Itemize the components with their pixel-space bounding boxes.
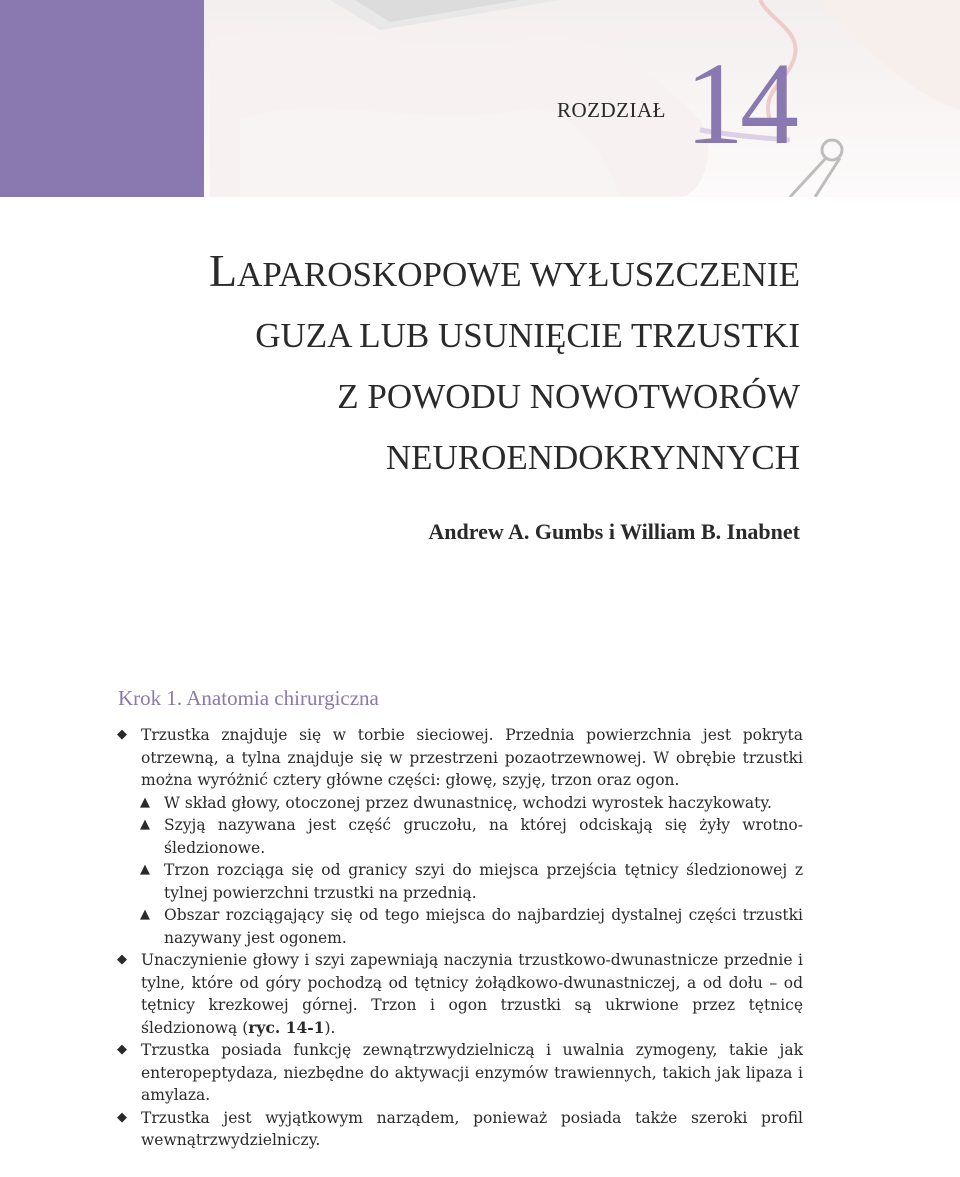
list-item-text: Trzustka znajduje się w torbie sieciowej. Przednia powierzchnia jest pokryta otrzewną, a tylna znajduje się w przestrzeni pozaotrzewnowej. W obrębie trzustki można wyróżnić cztery główne części: głowę, szyję, trzon oraz ogon. — [141, 726, 803, 789]
chapter-color-block — [0, 0, 204, 197]
diamond-bullet-icon: ◆ — [117, 952, 127, 967]
title-line-1 — [209, 240, 800, 305]
diamond-bullet-icon: ◆ — [117, 1109, 127, 1125]
list-item — [117, 949, 803, 1039]
list-item-text-end: ). — [324, 1018, 336, 1037]
triangle-bullet-icon: ▲ — [140, 794, 150, 810]
list-item-text: Trzustka posiada funkcję zewnątrzwydzielniczą i uwalnia zymogeny, takie jak enteropeptydaza, niezbędne do aktywacji enzymów trawiennych, takich jak lipaza i amylaza. — [141, 1041, 803, 1104]
triangle-bullet-icon: ▲ — [140, 817, 150, 832]
list-item — [117, 724, 803, 792]
sub-list-item — [140, 792, 803, 815]
title-line-1-text: APAROSKOPOWE WYŁUSZCZENIE — [237, 255, 800, 294]
list-item-text: Trzustka jest wyjątkowym narządem, ponieważ posiada także szeroki profil wewnątrzwydzielniczy. — [141, 1108, 803, 1149]
sub-list-item-text: Szyją nazywana jest część gruczołu, na której odciskają się żyły wrotno-śledzionowe. — [164, 816, 803, 857]
sub-list-item — [140, 859, 803, 904]
sub-list-item-text: Trzon rozciąga się od granicy szyi do miejsca przejścia tętnicy śledzionowej z tylnej powierzchni trzustki na przednią. — [164, 861, 803, 902]
chapter-title — [209, 240, 800, 488]
triangle-bullet-icon: ▲ — [140, 907, 150, 922]
title-initial-cap: L — [208, 245, 238, 296]
title-line-4: NEUROENDOKRYNNYCH — [385, 438, 800, 477]
triangle-bullet-icon: ▲ — [140, 862, 150, 877]
sub-list-item — [140, 814, 803, 859]
chapter-label: ROZDZIAŁ — [557, 98, 666, 122]
section-body — [117, 724, 803, 1152]
chapter-header-illustration — [0, 0, 960, 197]
chapter-number: 14 — [685, 38, 795, 169]
sub-list-item — [140, 904, 803, 949]
list-item — [117, 1039, 803, 1107]
sub-list-item-text: Obszar rozciągający się od tego miejsca do najbardziej dystalnej części trzustki nazywany jest ogonem. — [164, 906, 803, 947]
diamond-bullet-icon: ◆ — [117, 1042, 127, 1057]
title-line-2: GUZA LUB USUNIĘCIE TRZUSTKI — [255, 316, 800, 355]
list-item-text: Unaczynienie głowy i szyi zapewniają naczynia trzustkowo-dwunastnicze przednie i tylne, które od góry pochodzą od tętnicy żołądkowo-dwunastniczej, a od dołu – od tętnicy krezkowej górnej. Trzon i ogon trzustki są ukrwione przez tętnicę śledzionową ( — [141, 951, 803, 1037]
section-heading: Krok 1. Anatomia chirurgiczna — [118, 686, 379, 710]
list-item — [117, 1107, 803, 1152]
title-line-3: Z POWODU NOWOTWORÓW — [337, 377, 800, 416]
authors: Andrew A. Gumbs i William B. Inabnet — [428, 519, 800, 544]
sub-list-item-text: W skład głowy, otoczonej przez dwunastnicę, wchodzi wyrostek haczykowaty. — [164, 793, 772, 812]
diamond-bullet-icon: ◆ — [117, 727, 127, 742]
figure-reference: ryc. 14-1 — [248, 1017, 325, 1037]
